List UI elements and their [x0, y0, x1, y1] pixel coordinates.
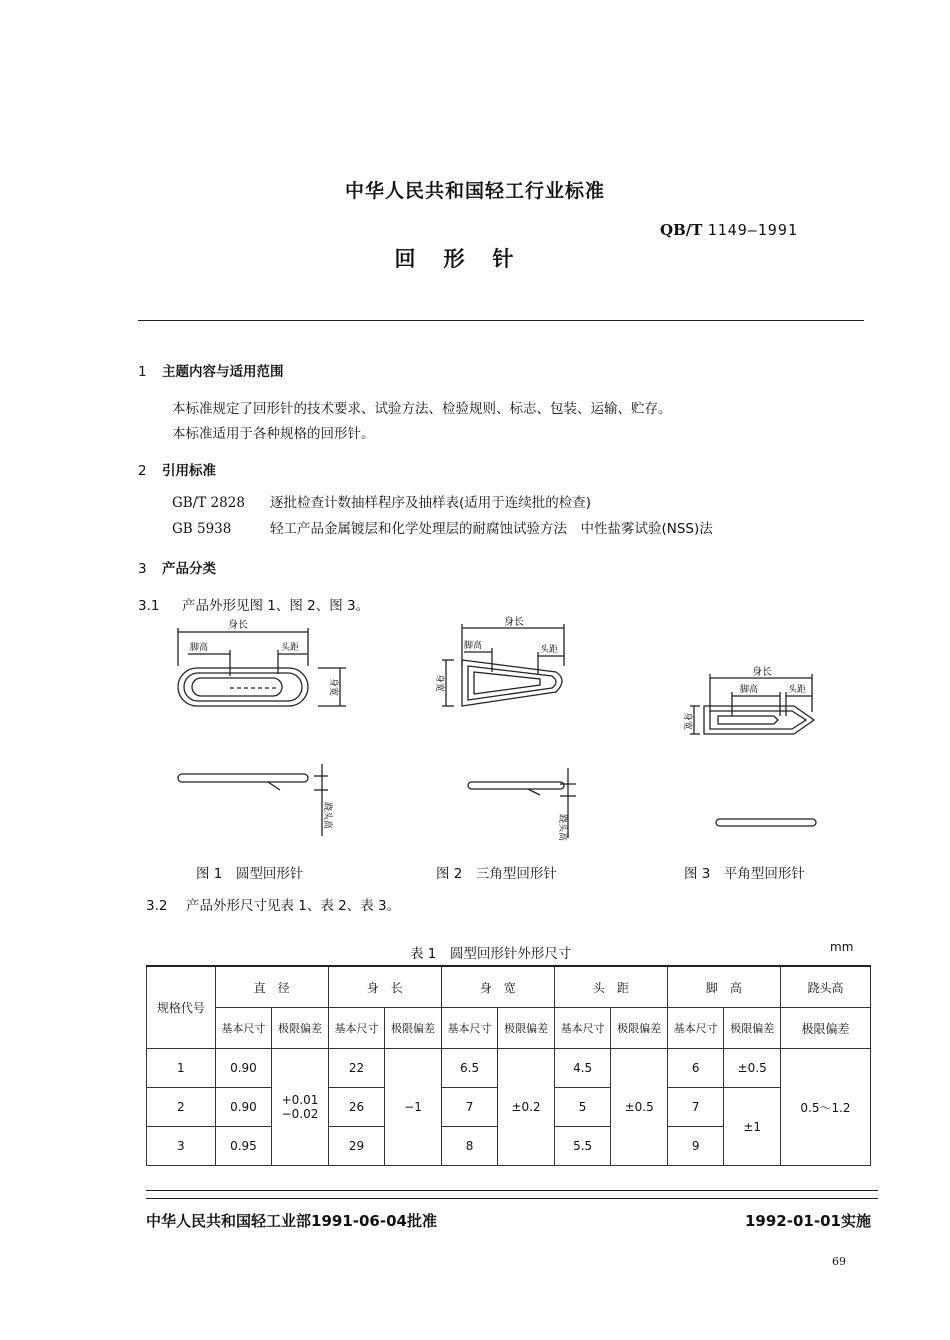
- label-width: 身宽: [682, 712, 692, 731]
- cell-foot-tol: ±1: [724, 1088, 781, 1166]
- section-2-heading: [138, 459, 216, 479]
- col-diameter: 直 径: [215, 966, 328, 1008]
- footer-rule: [146, 1190, 878, 1191]
- sub-basic: 基本尺寸: [441, 1008, 498, 1049]
- col-warp: 跷头高: [780, 966, 870, 1008]
- cell-length-tol: −1: [385, 1049, 442, 1166]
- section-2-number: 2: [138, 463, 147, 479]
- label-foot: 脚高: [464, 641, 483, 651]
- label-foot: 脚高: [190, 643, 209, 653]
- clause-3-1-number: 3.1: [138, 598, 160, 614]
- sub-tol: 极限偏差: [611, 1008, 668, 1049]
- label-width: 身宽: [328, 678, 338, 697]
- approval-line: 中华人民共和国轻工业部1991-06-04批准: [146, 1212, 437, 1230]
- cell-diameter-tol: [272, 1049, 329, 1166]
- figure-1-drawing: [168, 616, 358, 846]
- cell-width: 8: [441, 1127, 498, 1166]
- clause-3-2-number: 3.2: [146, 898, 168, 914]
- clause-3-2: [146, 894, 400, 914]
- section-3-number: 3: [138, 561, 147, 577]
- reference-item: [172, 491, 591, 511]
- reference-text: 逐批检查计数抽样程序及抽样表(适用于连续批的检查): [270, 495, 592, 511]
- col-spec-code: 规格代号: [147, 966, 216, 1049]
- clause-3-1: [138, 594, 369, 614]
- cell-code: 2: [147, 1088, 216, 1127]
- label-length: 身长: [504, 617, 524, 628]
- section-2-title: 引用标准: [162, 463, 216, 479]
- cell-diameter: 0.90: [215, 1049, 272, 1088]
- effective-date: 1992-01-01实施: [745, 1212, 871, 1230]
- cell-foot-tol: ±0.5: [724, 1049, 781, 1088]
- page-number: 69: [832, 1255, 846, 1268]
- label-warp: 跷头高: [322, 802, 332, 830]
- col-length: 身 长: [328, 966, 441, 1008]
- figure-2-caption: 图 2 三角型回形针: [436, 866, 557, 882]
- cell-width: 6.5: [441, 1049, 498, 1088]
- cell-length: 22: [328, 1049, 385, 1088]
- cell-diameter: 0.90: [215, 1088, 272, 1127]
- standard-prefix: QB/T: [660, 221, 703, 239]
- clause-3-2-text: 产品外形尺寸见表 1、表 2、表 3。: [186, 898, 401, 914]
- col-foot: 脚 高: [667, 966, 780, 1008]
- table-1-unit: mm: [830, 940, 854, 954]
- cell-foot: 9: [667, 1127, 724, 1166]
- sub-basic: 基本尺寸: [215, 1008, 272, 1049]
- label-warp: 跷头高: [557, 814, 567, 842]
- col-width: 身 宽: [441, 966, 554, 1008]
- cell-head-tol: ±0.5: [611, 1049, 668, 1166]
- cell-width: 7: [441, 1088, 498, 1127]
- sub-basic: 基本尺寸: [328, 1008, 385, 1049]
- sub-tol: 极限偏差: [498, 1008, 555, 1049]
- cell-warp-tol: 0.5～1.2: [780, 1049, 870, 1166]
- cell-length: 29: [328, 1127, 385, 1166]
- cell-foot: 7: [667, 1088, 724, 1127]
- sub-basic: 基本尺寸: [554, 1008, 611, 1049]
- tol-lower: −0.02: [281, 1107, 319, 1121]
- clause-3-1-text: 产品外形见图 1、图 2、图 3。: [182, 598, 370, 614]
- label-length: 身长: [752, 667, 772, 678]
- table-row: [147, 1049, 871, 1088]
- figure-3-drawing: [682, 660, 832, 840]
- sub-tol: 极限偏差: [780, 1008, 870, 1049]
- standard-code: [660, 221, 798, 239]
- section-1-title: 主题内容与适用范围: [162, 364, 284, 380]
- cell-width-tol: ±0.2: [498, 1049, 555, 1166]
- figure-2-drawing: [428, 616, 588, 846]
- section-1-paragraph-2: 本标准适用于各种规格的回形针。: [172, 426, 375, 442]
- sub-tol: 极限偏差: [272, 1008, 329, 1049]
- sub-basic: 基本尺寸: [667, 1008, 724, 1049]
- section-1-number: 1: [138, 364, 147, 380]
- cell-length: 26: [328, 1088, 385, 1127]
- table-subheader-row: [147, 1008, 871, 1049]
- label-head: 头距: [281, 643, 300, 653]
- label-width: 身宽: [434, 674, 444, 693]
- label-head: 头距: [788, 685, 807, 695]
- reference-item: [172, 517, 713, 537]
- cell-code: 1: [147, 1049, 216, 1088]
- table-1-title: 表 1 圆型回形针外形尺寸: [410, 946, 572, 962]
- figure-1-caption: 图 1 圆型回形针: [196, 866, 304, 882]
- sub-tol: 极限偏差: [385, 1008, 442, 1049]
- header-rule: [138, 320, 864, 321]
- figure-3-caption: 图 3 平角型回形针: [684, 866, 805, 882]
- cell-code: 3: [147, 1127, 216, 1166]
- label-foot: 脚高: [740, 685, 759, 695]
- cell-foot: 6: [667, 1049, 724, 1088]
- document-title: 回形针: [394, 247, 542, 271]
- cell-head: 5: [554, 1088, 611, 1127]
- reference-code: GB 5938: [172, 521, 232, 537]
- cell-head: 5.5: [554, 1127, 611, 1166]
- section-3-heading: [138, 557, 216, 577]
- label-length: 身长: [228, 620, 248, 631]
- cell-head: 4.5: [554, 1049, 611, 1088]
- section-3-title: 产品分类: [162, 561, 216, 577]
- footer-rule: [146, 1198, 878, 1199]
- table-1: [146, 965, 871, 1166]
- section-1-paragraph-1: 本标准规定了回形针的技术要求、试验方法、检验规则、标志、包装、运输、贮存。: [172, 401, 672, 417]
- sub-tol: 极限偏差: [724, 1008, 781, 1049]
- tol-upper: +0.01: [281, 1093, 319, 1107]
- section-1-heading: [138, 360, 284, 380]
- national-standard-title: 中华人民共和国轻工行业标准: [344, 180, 605, 202]
- col-head: 头 距: [554, 966, 667, 1008]
- table-header-row: [147, 966, 871, 1008]
- standard-number: 1149—1991: [707, 221, 798, 239]
- label-head: 头距: [540, 645, 559, 655]
- reference-text: 轻工产品金属镀层和化学处理层的耐腐蚀试验方法 中性盐雾试验(NSS)法: [270, 521, 713, 537]
- reference-code: GB/T 2828: [172, 495, 245, 511]
- cell-diameter: 0.95: [215, 1127, 272, 1166]
